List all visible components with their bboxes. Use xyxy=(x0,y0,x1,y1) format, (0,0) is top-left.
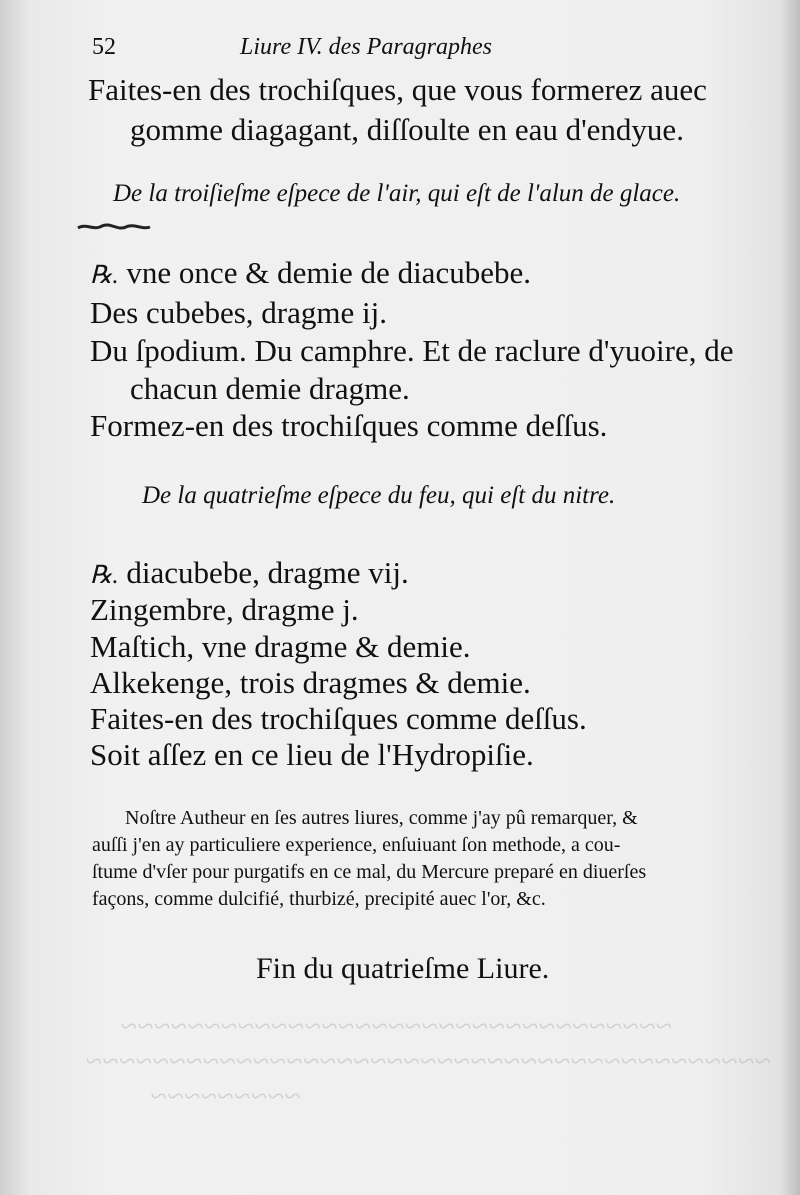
recipe-line xyxy=(90,255,531,291)
recipe-symbol: ℞. xyxy=(90,562,119,589)
show-through: ~~~~~~~~~~~~~~~~~~~~~~~~~~~~~~~~~~~~~~~~~ xyxy=(85,1045,771,1078)
page-number: 52 xyxy=(92,34,116,60)
note-line: auſſi j'en ay particuliere experience, enſuiuant ſon methode, a cou- xyxy=(92,834,621,856)
recipe-line: Des cubebes, dragme ij. xyxy=(90,295,387,330)
running-title: Liure IV. des Paragraphes xyxy=(240,34,492,60)
recipe-line: Faites-en des trochiſques comme deſſus. xyxy=(90,701,587,736)
note-line: façons, comme dulcifié, thurbizé, precipité auec l'or, &c. xyxy=(92,888,546,910)
show-through: ~~~~~~~~~~~~~~~~~~~~~~~~~~~~~~~~~ xyxy=(120,1010,673,1043)
recipe-line xyxy=(90,555,409,591)
text-line: gomme diagagant, diſſoulte en eau d'endyue. xyxy=(130,112,684,147)
colophon: Fin du quatrieſme Liure. xyxy=(256,952,550,985)
recipe-line: Zingembre, dragme j. xyxy=(90,592,359,627)
text-line: Faites-en des trochiſques, que vous formerez auec xyxy=(88,72,707,107)
running-head xyxy=(92,34,492,61)
recipe-line: Alkekenge, trois dragmes & demie. xyxy=(90,665,531,700)
note-line: Noſtre Autheur en ſes autres liures, comme j'ay pû remarquer, & xyxy=(125,807,638,829)
recipe-line: Maſtich, vne dragme & demie. xyxy=(90,629,471,664)
ornament xyxy=(76,222,152,232)
section-heading: De la troiſieſme eſpece de l'air, qui eſt de l'alun de glace. xyxy=(113,180,681,207)
recipe-line: Soit aſſez en ce lieu de l'Hydropiſie. xyxy=(90,737,534,772)
recipe-line: Du ſpodium. Du camphre. Et de raclure d'yuoire, de xyxy=(90,333,734,368)
recipe-line: chacun demie dragme. xyxy=(130,371,410,406)
section-heading: De la quatrieſme eſpece du feu, qui eſt du nitre. xyxy=(142,482,616,509)
recipe-text: diacubebe, dragme vij. xyxy=(126,555,409,590)
recipe-text: vne once & demie de diacubebe. xyxy=(126,255,531,290)
show-through: ~~~~~~~~~ xyxy=(150,1080,301,1113)
note-line: ſtume d'vſer pour purgatifs en ce mal, du Mercure preparé en diuerſes xyxy=(92,861,647,883)
recipe-line: Formez-en des trochiſques comme deſſus. xyxy=(90,408,608,443)
recipe-symbol: ℞. xyxy=(90,262,119,289)
